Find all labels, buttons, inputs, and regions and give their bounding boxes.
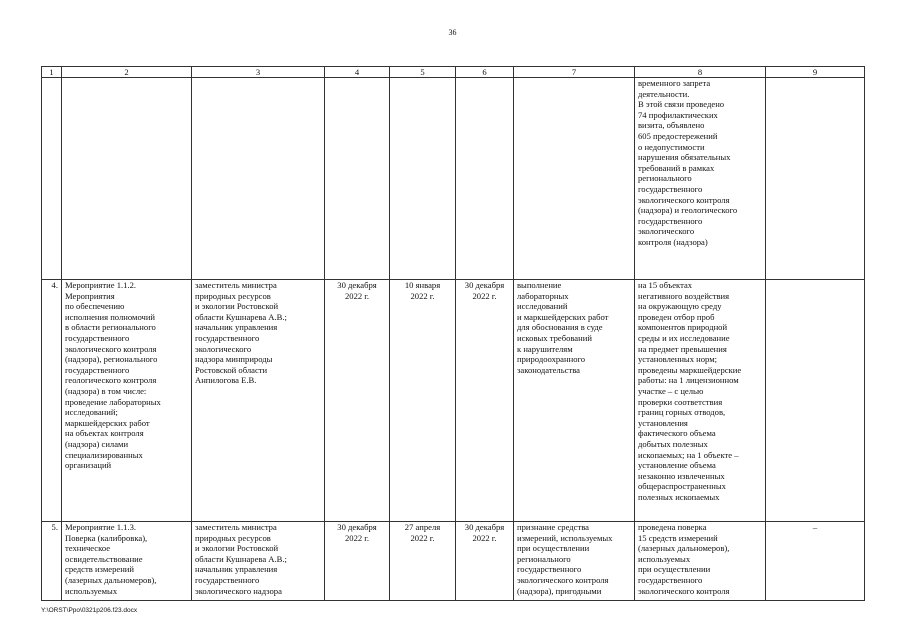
header-cell: 9 (766, 67, 865, 78)
header-cell: 2 (62, 67, 192, 78)
row-number-cell (42, 78, 62, 280)
expected-result-cell (514, 78, 635, 280)
header-cell: 3 (192, 67, 325, 78)
notes-cell: – (766, 522, 865, 601)
date-cell: 30 декабря 2022 г. (456, 280, 514, 522)
row-number-cell: 4. (42, 280, 62, 522)
expected-result-cell: признание средства измерений, используемых при осуществлении регионального государственного экологического контроля (надзора), пригодными (514, 522, 635, 601)
table-row (42, 280, 865, 522)
header-cell: 1 (42, 67, 62, 78)
date-cell (325, 78, 390, 280)
report-table (41, 66, 865, 601)
date-cell (456, 78, 514, 280)
page-number: 36 (448, 28, 457, 37)
header-cell: 5 (390, 67, 456, 78)
responsible-cell: заместитель министра природных ресурсов и экологии Ростовской области Кушнарева А.В.; начальник управления государственного экологического надзора (192, 522, 325, 601)
header-cell: 7 (514, 67, 635, 78)
table-row (42, 522, 865, 601)
notes-cell (766, 280, 865, 522)
header-cell: 6 (456, 67, 514, 78)
date-cell: 30 декабря 2022 г. (456, 522, 514, 601)
row-number-cell: 5. (42, 522, 62, 601)
activity-cell: Мероприятие 1.1.2. Мероприятия по обеспечению исполнения полномочий в области регионального государственного экологического контроля (надзора), регионального государственного геологического контроля (надзора) в том числе: проведение лабораторных исследований; маркшейдерских работ на объектах контроля (надзора) силами специализированных организаций (62, 280, 192, 522)
expected-result-cell: выполнение лабораторных исследований и маркшейдерских работ для обоснования в суде исковых требований к нарушителям природоохранного законодательства (514, 280, 635, 522)
responsible-cell: заместитель министра природных ресурсов и экологии Ростовской области Кушнарева А.В.; начальник управления государственного экологического надзора минприроды Ростовской области Анпилогова Е.В. (192, 280, 325, 522)
date-cell: 27 апреля 2022 г. (390, 522, 456, 601)
header-cell: 4 (325, 67, 390, 78)
date-cell (390, 78, 456, 280)
responsible-cell (192, 78, 325, 280)
date-cell: 30 декабря 2022 г. (325, 280, 390, 522)
actual-result-cell: проведена поверка 15 средств измерений (лазерных дальномеров), используемых при осуществлении государственного экологического контроля (635, 522, 766, 601)
actual-result-cell: на 15 объектах негативного воздействия на окружающую среду проведен отбор проб компонентов природной среды и их исследование на предмет превышения установленных норм; проведены маркшейдерские работы: на 1 лицензионном участке – с целью проверки соответствия границ горных отводов, установления фактического объема добытых полезных ископаемых; на 1 объекте – установление объема незаконно извлеченных общераспространенных полезных ископаемых (635, 280, 766, 522)
table-row (42, 78, 865, 280)
actual-result-cell: временного запрета деятельности. В этой связи проведено 74 профилактических визита, объявлено 605 предостережений о недопустимости нарушения обязательных требований в рамках регионального государственного экологического контроля (надзора) и геологического государственного экологического контроля (надзора) (635, 78, 766, 280)
date-cell: 30 декабря 2022 г. (325, 522, 390, 601)
file-path-footer: Y:\ORST\Ppo\0321p206.f23.docx (41, 607, 138, 614)
table-header-row (42, 67, 865, 78)
header-cell: 8 (635, 67, 766, 78)
notes-cell (766, 78, 865, 280)
activity-cell: Мероприятие 1.1.3. Поверка (калибровка), техническое освидетельствование средств измерений (лазерных дальномеров), используемых (62, 522, 192, 601)
activity-cell (62, 78, 192, 280)
date-cell: 10 января 2022 г. (390, 280, 456, 522)
